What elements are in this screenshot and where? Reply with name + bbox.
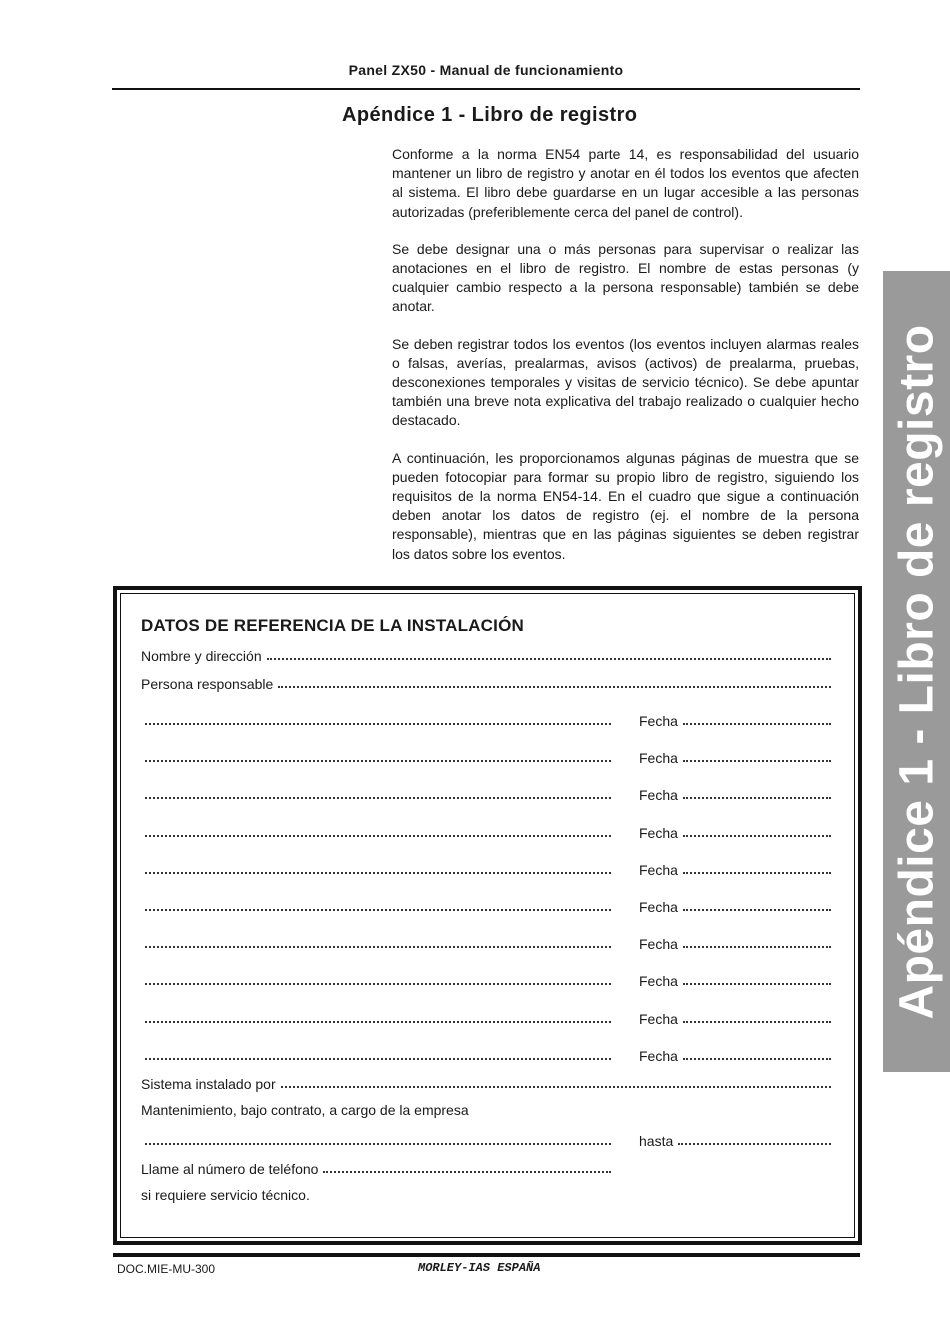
date-group [639,932,831,952]
responsible-entry-row [141,895,831,915]
responsible-entry-row [141,1044,831,1064]
date-field[interactable] [683,829,831,837]
doc-code: DOC.MIE-MU-300 [117,1262,216,1276]
responsible-field[interactable] [278,680,831,688]
phone-label: Llame al número de teléfono [141,1161,319,1177]
responsible-label: Persona responsable [141,676,274,692]
service-note: si requiere servicio técnico. [141,1187,310,1203]
maintenance-label: Mantenimiento, bajo contrato, a cargo de la empresa [141,1102,469,1118]
installed-by-label: Sistema instalado por [141,1076,276,1092]
section-title: Apéndice 1 - Libro de registro [342,104,638,126]
date-group [639,821,831,841]
installed-by-line[interactable] [141,1072,831,1092]
date-group [639,1007,831,1027]
date-group [639,895,831,915]
name-address-line[interactable] [141,644,831,664]
responsible-entry-row [141,709,831,729]
date-field[interactable] [683,754,831,762]
date-label: Fecha [639,713,678,729]
responsible-entry-field[interactable] [145,940,611,948]
company-name: MORLEY-IAS ESPAÑA [418,1261,541,1275]
date-field[interactable] [683,866,831,874]
date-label: Fecha [639,787,678,803]
maintenance-company-field[interactable] [145,1137,611,1145]
phone-field[interactable] [323,1165,611,1173]
responsible-entry-field[interactable] [145,977,611,985]
until-group [639,1129,831,1149]
responsible-entry-row [141,969,831,989]
responsible-entry-field[interactable] [145,1015,611,1023]
side-tab-label: Apéndice 1 - Libro de registro [890,323,943,1020]
responsible-entry-field[interactable] [145,717,611,725]
responsible-entry-row [141,932,831,952]
responsible-entry-field[interactable] [145,903,611,911]
date-group [639,1044,831,1064]
running-header: Panel ZX50 - Manual de funcionamiento [348,62,624,78]
maintenance-row [141,1129,831,1149]
date-group [639,858,831,878]
name-address-field[interactable] [267,652,831,660]
date-field[interactable] [683,940,831,948]
installation-form-inner [120,593,855,1238]
responsible-entry-field[interactable] [145,791,611,799]
date-group [639,746,831,766]
until-label: hasta [639,1133,674,1149]
date-label: Fecha [639,1048,678,1064]
date-field[interactable] [683,791,831,799]
responsible-line[interactable] [141,672,831,692]
intro-paragraph-1: Conforme a la norma EN54 parte 14, es responsabilidad del usuario mantener un libro de registro y anotar en él todos los eventos que afecten al sistema. El libro debe guardarse en un lugar accesible a las personas autorizadas (preferiblemente cerca del panel de control). [392,146,859,220]
side-tab [883,271,950,1072]
date-field[interactable] [683,1015,831,1023]
date-field[interactable] [683,977,831,985]
phone-line[interactable] [141,1157,611,1177]
date-label: Fecha [639,899,678,915]
responsible-entry-row [141,746,831,766]
date-field[interactable] [683,1052,831,1060]
responsible-entry-field[interactable] [145,1052,611,1060]
footer-rule [113,1253,860,1257]
date-label: Fecha [639,936,678,952]
installation-form [113,586,862,1245]
date-group [639,709,831,729]
until-field[interactable] [678,1137,831,1145]
intro-paragraph-4: A continuación, les proporcionamos algunas páginas de muestra que se pueden fotocopiar para formar su propio libro de registro, siguiendo los requisitos de la norma EN54-14. En el cuadro que sigue a continuación deben anotar los datos de registro (ej. el nombre de la persona responsable), mientras que en las páginas siguientes se deben registrar los datos sobre los eventos. [392,449,859,562]
intro-paragraph-2: Se debe designar una o más personas para supervisar o realizar las anotaciones en el libro de registro. El nombre de estas personas (y cualquier cambio respecto a la persona responsable) también se debe anotar. [392,240,859,315]
date-label: Fecha [639,1011,678,1027]
date-label: Fecha [639,825,678,841]
responsible-entry-row [141,858,831,878]
date-group [639,783,831,803]
installed-by-field[interactable] [281,1080,831,1088]
responsible-entry-row [141,821,831,841]
responsible-entry-field[interactable] [145,866,611,874]
date-field[interactable] [683,717,831,725]
date-label: Fecha [639,750,678,766]
intro-text [392,145,859,582]
form-title: DATOS DE REFERENCIA DE LA INSTALACIÓN [141,616,524,635]
date-label: Fecha [639,973,678,989]
name-address-label: Nombre y dirección [141,648,262,664]
date-field[interactable] [683,903,831,911]
date-group [639,969,831,989]
intro-paragraph-3: Se deben registrar todos los eventos (los eventos incluyen alarmas reales o falsas, averías, prealarmas, avisos (activos) de prealarma, pruebas, desconexiones temporales y visitas de servicio técnico). Se debe apuntar también una breve nota explicativa del trabajo realizado o cualquier hecho destacado. [392,335,859,429]
responsible-entry-field[interactable] [145,754,611,762]
date-label: Fecha [639,862,678,878]
responsible-entry-row [141,783,831,803]
responsible-entry-row [141,1007,831,1027]
responsible-entry-field[interactable] [145,829,611,837]
header-rule [112,88,860,90]
